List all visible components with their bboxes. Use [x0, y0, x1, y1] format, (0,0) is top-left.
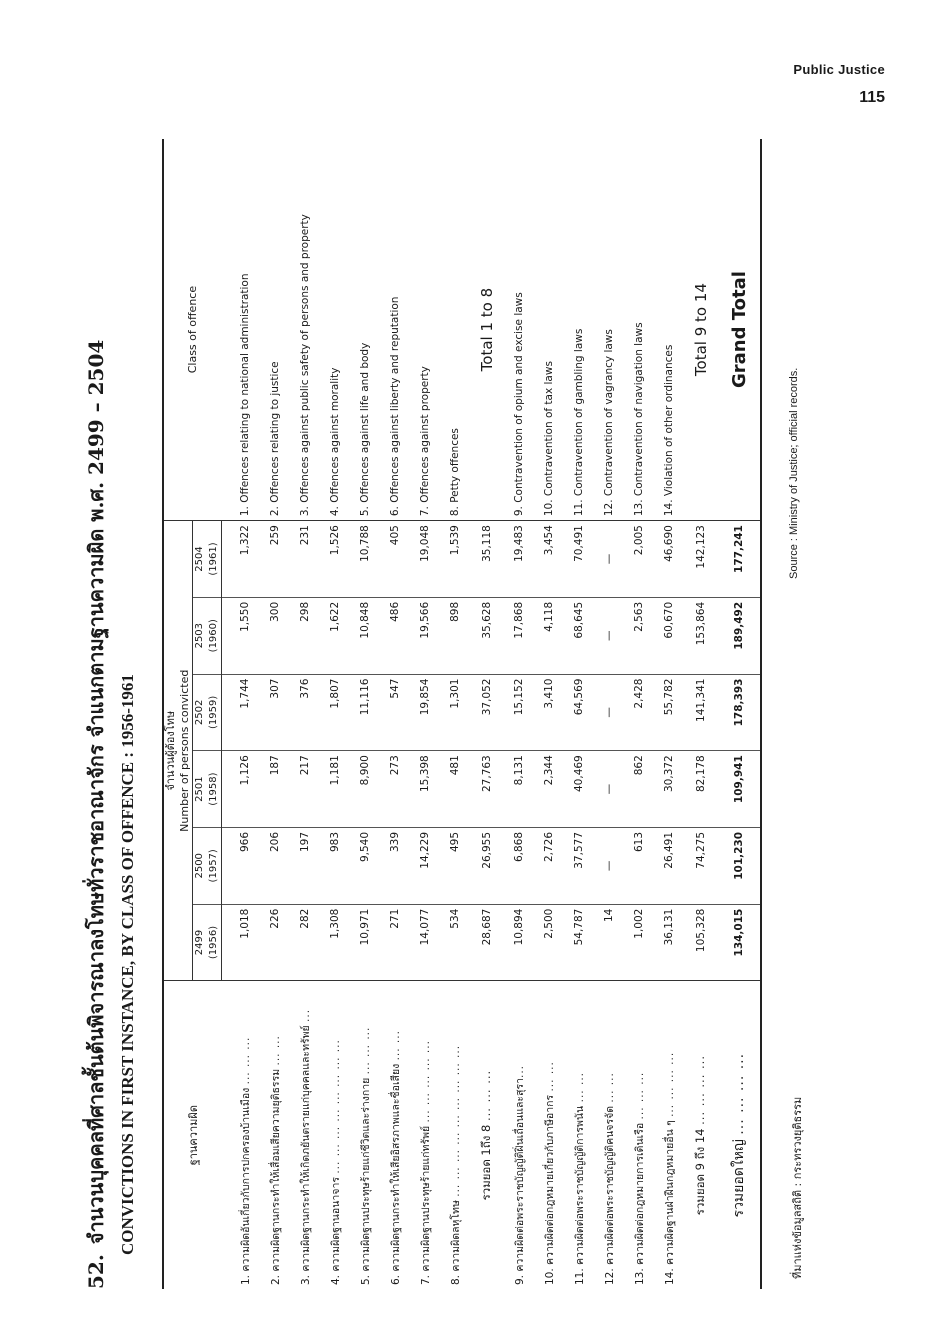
subtotal-cell: 82,178 [684, 751, 718, 828]
group-header-english: Number of persons convicted [178, 669, 191, 832]
subtotal-thai: รวมยอด 9 ถึง 14 [693, 1128, 707, 1216]
grand-total-cell: 101,230 [718, 827, 761, 904]
subtotal-cell: 37,052 [470, 674, 504, 751]
value-cell: 3,410 [534, 674, 564, 751]
value-cell: 14,077 [410, 904, 440, 981]
offence-english: 5. Offences against life and body [350, 139, 380, 521]
offence-thai: 14. ความผิดฐานฝ่าฝืนกฎหมายอื่น ๆ [663, 1120, 676, 1285]
grand-total-cell: 189,492 [718, 597, 761, 674]
value-cell: 1,018 [230, 904, 260, 981]
value-cell: 19,483 [513, 525, 525, 562]
subtotal-english: Total 1 to 8 [470, 139, 504, 521]
value-cell: 376 [290, 674, 320, 751]
value-cell: 300 [260, 597, 290, 674]
offence-english: 1. Offences relating to national administration [230, 139, 260, 521]
value-cell: — [603, 553, 615, 565]
offence-english: 6. Offences against liberty and reputation [380, 139, 410, 521]
value-cell: 217 [290, 751, 320, 828]
subtotal-cell: 142,123 [695, 525, 707, 569]
subtotal-row-1-8: รวมยอด 1ถึง 8 ... ... ... 28,687 26,955 27,763 37,052 35,628 35,118 Total 1 to 8 [470, 139, 504, 1289]
value-cell: 15,398 [410, 751, 440, 828]
offence-english: 11. Contravention of gambling laws [564, 139, 594, 521]
value-cell: 37,577 [564, 827, 594, 904]
value-cell: 2,428 [624, 674, 654, 751]
table-row: 2. ความผิดฐานกระทำให้เสื่อมเสียความยุติธรรม ... ... 226 206 187 307 300 259 2. Offences relating to justice [260, 139, 290, 1289]
value-cell: 282 [290, 904, 320, 981]
offence-english: 3. Offences against public safety of persons and property [290, 139, 320, 521]
offence-thai: 4. ความผิดฐานอนาจาร [329, 1177, 342, 1285]
value-cell: 46,690 [663, 525, 675, 562]
value-cell: 9,540 [350, 827, 380, 904]
value-cell: 1,526 [329, 525, 341, 556]
value-cell: 197 [290, 827, 320, 904]
group-header [163, 521, 193, 981]
value-cell: 19,566 [410, 597, 440, 674]
value-cell: 2,344 [534, 751, 564, 828]
value-cell: 64,569 [564, 674, 594, 751]
value-cell: 36,131 [654, 904, 684, 981]
table-title [80, 139, 150, 1289]
offence-english: 13. Contravention of navigation laws [624, 139, 654, 521]
value-cell: 3,454 [543, 525, 555, 556]
value-cell: 187 [260, 751, 290, 828]
table-row: 9. ความผิดต่อพระราชบัญญัติฝิ่นเถื่อนและสุรา... 10,894 6,868 8,131 15,152 17,868 19,483 9. Contravention of opium and excise laws [504, 139, 534, 1289]
offence-thai: 3. ความผิดฐานกระทำให้เกิดภยันตรายแก่บุคคลและทรัพย์ [299, 1025, 312, 1285]
offence-english: 10. Contravention of tax laws [534, 139, 564, 521]
value-cell: 547 [380, 674, 410, 751]
subtotal-cell: 26,955 [470, 827, 504, 904]
value-cell: 486 [380, 597, 410, 674]
section-label: Public Justice [793, 62, 885, 77]
offence-english: 8. Petty offences [440, 139, 470, 521]
table-row: 3. ความผิดฐานกระทำให้เกิดภยันตรายแก่บุคคลและทรัพย์ ... 282 197 217 376 298 231 3. Offences against public safety of persons and property [290, 139, 320, 1289]
year-header: 2500 (1957) [193, 827, 222, 904]
subtotal-thai: รวมยอด 1ถึง 8 [479, 1124, 493, 1201]
value-cell: 10,788 [359, 525, 371, 562]
offence-thai: 7. ความผิดฐานประทุษร้ายแก่ทรัพย์ [419, 1125, 432, 1285]
offence-thai: 6. ความผิดฐานกระทำให้เสียอิสรภาพและชื่อเสียง [389, 1063, 402, 1285]
grand-total-cell: 109,941 [718, 751, 761, 828]
offence-thai: 10. ความผิดต่อกฎหมายเกี่ยวกับภาษีอากร [543, 1094, 556, 1285]
source-thai: ที่มาแห่งข้อมูลสถิติ : กระทรวงยุติธรรม [791, 1096, 804, 1279]
value-cell: 2,563 [624, 597, 654, 674]
source-english: Source : Ministry of Justice; official records. [788, 367, 800, 579]
table-row: 13. ความผิดต่อกฎหมายการเดินเรือ ... ... ... 1,002 613 862 2,428 2,563 2,005 13. Contravention of navigation laws [624, 139, 654, 1289]
value-cell: 898 [440, 597, 470, 674]
offence-thai: 9. ความผิดต่อพระราชบัญญัติฝิ่นเถื่อนและสุรา [513, 1078, 526, 1285]
col-header-thai: ฐานความผิด [163, 981, 222, 1289]
value-cell: — [594, 597, 624, 674]
value-cell: 55,782 [654, 674, 684, 751]
value-cell: 70,491 [573, 525, 585, 562]
grand-total-row: รวมยอดใหญ่ ... ... ... ... 134,015 101,230 109,941 178,393 189,492 177,241 Grand Total [718, 139, 761, 1289]
value-cell: 2,005 [633, 525, 645, 556]
table-row: 7. ความผิดฐานประทุษร้ายแก่ทรัพย์ ... ... ... ... ... 14,077 14,229 15,398 19,854 19,566 19,048 7. Offences against property [410, 139, 440, 1289]
grand-total-thai: รวมยอดใหญ่ [731, 1139, 747, 1218]
grand-total-english: Grand Total [718, 139, 761, 521]
value-cell: 14,229 [410, 827, 440, 904]
page-number: 115 [859, 89, 885, 106]
value-cell: — [594, 674, 624, 751]
value-cell: 307 [260, 674, 290, 751]
value-cell: 405 [389, 525, 401, 546]
offence-thai: 5. ความผิดฐานประทุษร้ายแก่ชีวิตและร่างกาย [359, 1077, 372, 1285]
year-header: 2504 (1961) [193, 521, 222, 598]
group-header-thai: จำนวนผู้ต้องโทษ [164, 710, 177, 791]
value-cell: 8,900 [350, 751, 380, 828]
value-cell: 19,854 [410, 674, 440, 751]
subtotal-cell: 74,275 [684, 827, 718, 904]
subtotal-cell: 28,687 [470, 904, 504, 981]
subtotal-cell: 105,328 [684, 904, 718, 981]
source-footer [788, 139, 818, 1289]
table-row: 5. ความผิดฐานประทุษร้ายแก่ชีวิตและร่างกาย ... ... ... 10,971 9,540 8,900 11,116 10,848 10,788 5. Offences against life and body [350, 139, 380, 1289]
offence-thai: 13. ความผิดต่อกฎหมายการเดินเรือ [633, 1122, 646, 1285]
value-cell: 15,152 [504, 674, 534, 751]
value-cell: 231 [299, 525, 311, 546]
title-thai: จำนวนบุคคลที่ศาลชั้นต้นพิจารณาลงโทษทั่วราชอาณาจักร จำแนกตามฐานความผิด พ.ศ. 2499 – 2504 [84, 339, 108, 1245]
value-cell: 1,002 [624, 904, 654, 981]
subtotal-cell: 35,628 [470, 597, 504, 674]
value-cell: 1,301 [440, 674, 470, 751]
value-cell: 26,491 [654, 827, 684, 904]
convictions-table [162, 139, 762, 1289]
value-cell: 1,550 [230, 597, 260, 674]
value-cell: 862 [624, 751, 654, 828]
value-cell: 10,894 [504, 904, 534, 981]
offence-english: 2. Offences relating to justice [260, 139, 290, 521]
value-cell: 30,372 [654, 751, 684, 828]
grand-total-cell: 178,393 [718, 674, 761, 751]
table-row: 8. ความผิดลหุโทษ ... ... ... ... ... ... ... ... ... 534 495 481 1,301 898 1,539 8. Petty offences [440, 139, 470, 1289]
offence-thai: 11. ความผิดต่อพระราชบัญญัติการพนัน [573, 1105, 586, 1285]
table-row: 4. ความผิดฐานอนาจาร ... ... ... ... ... ... ... ... 1,308 983 1,181 1,807 1,622 1,526 4. Offences against morality [320, 139, 350, 1289]
value-cell: 1,181 [320, 751, 350, 828]
table-row: 6. ความผิดฐานกระทำให้เสียอิสรภาพและชื่อเสียง ... ... 271 339 273 547 486 405 6. Offences against liberty and reputation [380, 139, 410, 1289]
offence-thai: 2. ความผิดฐานกระทำให้เสื่อมเสียความยุติธรรม [269, 1068, 282, 1285]
table-row: 12. ความผิดต่อพระราชบัญญัติคนจรจัด ... ... 14 — — — — — 12. Contravention of vagrancy laws [594, 139, 624, 1289]
value-cell: 60,670 [654, 597, 684, 674]
offence-english: 9. Contravention of opium and excise laws [504, 139, 534, 521]
offence-english: 14. Violation of other ordinances [654, 139, 684, 521]
title-english: CONVICTIONS IN FIRST INSTANCE, BY CLASS OF OFFENCE : 1956-1961 [118, 674, 137, 1255]
year-header: 2502 (1959) [193, 674, 222, 751]
offence-thai: 1. ความผิดอันเกี่ยวกับการปกครองบ้านเมือง [239, 1087, 252, 1285]
subtotal-cell: 27,763 [470, 751, 504, 828]
col-header-english: Class of offence [163, 139, 222, 521]
value-cell: 495 [440, 827, 470, 904]
value-cell: 1,322 [239, 525, 251, 556]
value-cell: 1,622 [320, 597, 350, 674]
value-cell: 6,868 [504, 827, 534, 904]
value-cell: 206 [260, 827, 290, 904]
value-cell: — [594, 827, 624, 904]
value-cell: 1,539 [449, 525, 461, 556]
grand-total-cell: 134,015 [718, 904, 761, 981]
table-row: 10. ความผิดต่อกฎหมายเกี่ยวกับภาษีอากร ... ... 2,500 2,726 2,344 3,410 4,118 3,454 10. Contravention of tax laws [534, 139, 564, 1289]
value-cell: 4,118 [534, 597, 564, 674]
value-cell: 1,126 [230, 751, 260, 828]
value-cell: 613 [624, 827, 654, 904]
offence-english: 4. Offences against morality [320, 139, 350, 521]
value-cell: 966 [230, 827, 260, 904]
subtotal-cell: 35,118 [481, 525, 493, 562]
value-cell: 10,848 [350, 597, 380, 674]
value-cell: 2,500 [534, 904, 564, 981]
value-cell: 54,787 [564, 904, 594, 981]
subtotal-row-9-14: รวมยอด 9 ถึง 14 ... ... ... ... 105,328 74,275 82,178 141,341 153,864 142,123 Total 9 to 14 [684, 139, 718, 1289]
grand-total-cell: 177,241 [718, 521, 761, 598]
value-cell: 273 [380, 751, 410, 828]
offence-thai: 12. ความผิดต่อพระราชบัญญัติคนจรจัด [603, 1105, 616, 1285]
offence-thai: 8. ความผิดลหุโทษ [449, 1200, 462, 1285]
value-cell: 8,131 [504, 751, 534, 828]
subtotal-cell: 141,341 [684, 674, 718, 751]
year-header: 2503 (1960) [193, 597, 222, 674]
table-row: 1. ความผิดอันเกี่ยวกับการปกครองบ้านเมือง ... ... ... 1,018 966 1,126 1,744 1,550 1,322 1. Offences relating to national administration [230, 139, 260, 1289]
table-number: 52. [84, 1254, 108, 1289]
value-cell: — [594, 751, 624, 828]
value-cell: 17,868 [504, 597, 534, 674]
value-cell: 481 [440, 751, 470, 828]
value-cell: 271 [380, 904, 410, 981]
value-cell: 226 [260, 904, 290, 981]
value-cell: 2,726 [534, 827, 564, 904]
table-row: 11. ความผิดต่อพระราชบัญญัติการพนัน ... ... 54,787 37,577 40,469 64,569 68,645 70,491 11. Contravention of gambling laws [564, 139, 594, 1289]
table-row: 14. ความผิดฐานฝ่าฝืนกฎหมายอื่น ๆ ... ... ... ... 36,131 26,491 30,372 55,782 60,670 46,690 14. Violation of other ordinances [654, 139, 684, 1289]
value-cell: 339 [380, 827, 410, 904]
value-cell: 11,116 [350, 674, 380, 751]
value-cell: 1,807 [320, 674, 350, 751]
offence-english: 12. Contravention of vagrancy laws [594, 139, 624, 521]
value-cell: 19,048 [419, 525, 431, 562]
offence-english: 7. Offences against property [410, 139, 440, 521]
subtotal-cell: 153,864 [684, 597, 718, 674]
value-cell: 68,645 [564, 597, 594, 674]
subtotal-english: Total 9 to 14 [684, 139, 718, 521]
value-cell: 259 [269, 525, 281, 546]
value-cell: 10,971 [350, 904, 380, 981]
page-header [793, 62, 885, 107]
value-cell: 534 [440, 904, 470, 981]
rotated-table-sheet [80, 139, 860, 1289]
value-cell: 1,308 [320, 904, 350, 981]
value-cell: 14 [594, 904, 624, 981]
value-cell: 298 [290, 597, 320, 674]
value-cell: 40,469 [564, 751, 594, 828]
value-cell: 983 [320, 827, 350, 904]
year-header: 2501 (1958) [193, 751, 222, 828]
year-header: 2499 (1956) [193, 904, 222, 981]
table-header-row [163, 139, 193, 1289]
value-cell: 1,744 [230, 674, 260, 751]
